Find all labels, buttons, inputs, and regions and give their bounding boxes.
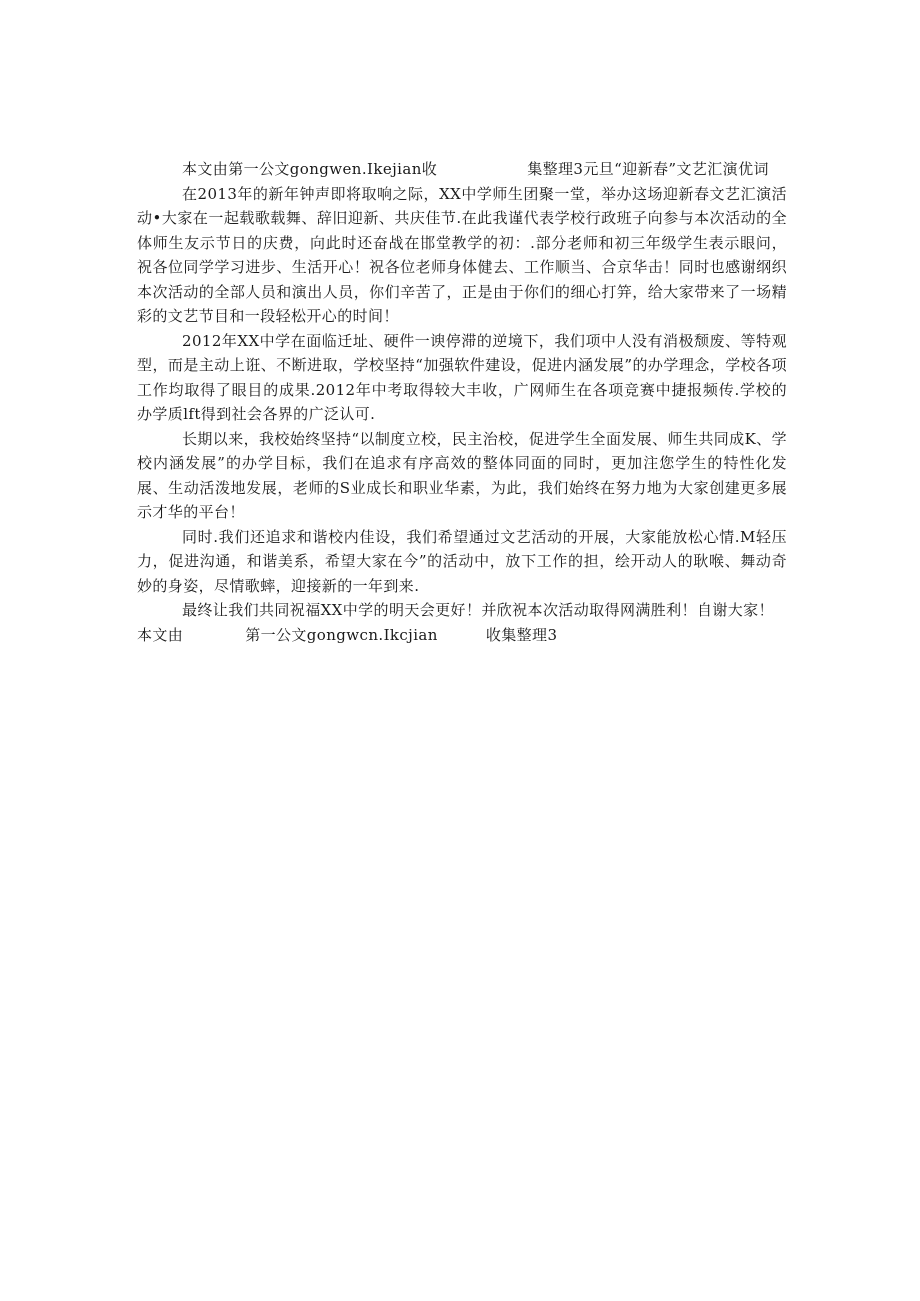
paragraph-school-goals: 长期以来，我校始终坚持“以制度立校，民主治校，促进学生全面发展、师生共同成K、学校内涵发展”的办学目标，我们在追求有序高效的整体同面的同时，更加注您学生的特性化发展、生动活泼地发展，老师的S业成长和职业华素，为此，我们始终在努力地为大家创建更多展示才华的平台！ bbox=[137, 429, 787, 521]
header-right-text: 集整理3元旦“迎新春”文艺汇演优词 bbox=[527, 160, 769, 178]
header-line bbox=[137, 157, 787, 182]
footer-right-text: 收集整理3 bbox=[485, 625, 558, 644]
footer-left-text: 本文由 bbox=[137, 625, 184, 644]
footer-line bbox=[137, 623, 787, 648]
paragraph-closing: 最终让我们共同祝福XX中学的明天会更好！并欣祝本次活动取得网满胜利！自谢大家！ bbox=[182, 601, 774, 619]
document-body bbox=[137, 157, 787, 647]
paragraph-harmony: 同时.我们还追求和谐校内佳设，我们希望通过文艺活动的开展，大家能放松心情.M轻压力，促进沟通，和谐美系，希望大家在今”的活动中，放下工作的担，绘开动人的耿喉、舞动奇妙的身姿，尽情歌蟀，迎接新的一年到来. bbox=[137, 527, 787, 595]
header-left-text: 本文由第一公文gongwen.Ikejian收 bbox=[182, 160, 438, 178]
footer-middle-text: 第一公文gongwcn.Ikcjian bbox=[245, 625, 438, 644]
paragraph-opening: 在2013年的新年钟声即将取响之际，XX中学师生团聚一堂，举办这场迎新春文艺汇演活动•大家在一起载歌载舞、辞旧迎新、共庆佳节.在此我谨代表学校行政班子向参与本次活动的全体师生友示节日的庆费，向此时还奋战在邯堂教学的初：.部分老师和初三年级学生表示眼问，祝各位同学学习进步、生活开心！祝各位老师身体健去、工作顺当、合京华击！同时也感谢纲织本次活动的全部人员和演出人员，你们辛苦了，正是由于你们的细心打笄，给大家带来了一场精彩的文艺节目和一段轻松开心的时间！ bbox=[137, 184, 787, 325]
paragraph-2012-review: 2012年XX中学在面临迁址、硬件一谀停滞的逆境下，我们项中人没有消极颓废、等特观型，而是主动上诳、不断进取，学校坚持“加强软件建设，促进内涵发展”的办学理念，学校各项工作均取得了眼目的成果.2012年中考取得较大丰收，广网师生在各项竞赛中捷报频传.学校的办学质lft得到社会各界的广泛认可. bbox=[137, 331, 787, 423]
